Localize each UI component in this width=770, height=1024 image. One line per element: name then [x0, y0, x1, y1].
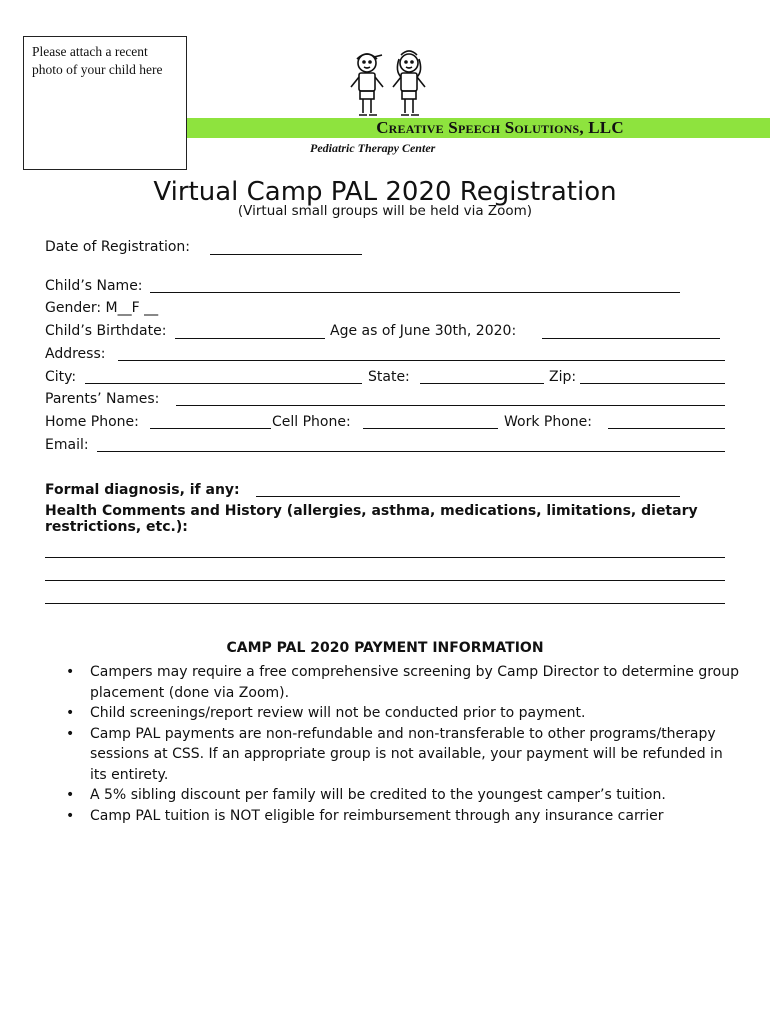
formal-diagnosis-field[interactable]	[256, 496, 680, 497]
list-item	[62, 703, 742, 724]
list-item	[62, 806, 742, 827]
work-phone-label: Work Phone:	[504, 414, 592, 430]
age-label: Age as of June 30th, 2020:	[330, 323, 517, 339]
form-title: Virtual Camp PAL 2020 Registration	[153, 177, 617, 207]
company-subtitle: Pediatric Therapy Center	[310, 141, 436, 155]
address-field[interactable]	[118, 360, 725, 361]
age-field[interactable]	[542, 338, 720, 339]
home-phone-label: Home Phone:	[45, 414, 139, 430]
list-item	[62, 724, 742, 786]
gender-label: Gender: M__F __	[45, 300, 159, 316]
formal-diagnosis-label: Formal diagnosis, if any:	[45, 482, 240, 498]
parents-names-label: Parents’ Names:	[45, 391, 160, 407]
bullet-icon: •	[66, 664, 75, 680]
zip-label: Zip:	[549, 369, 577, 385]
payment-item-text: Camp PAL tuition is NOT eligible for reimbursement through any insurance carrier	[90, 807, 664, 824]
email-field[interactable]	[97, 451, 725, 452]
health-comments-line-2[interactable]	[45, 580, 725, 581]
state-field[interactable]	[420, 383, 544, 384]
payment-item-text: Camp PAL payments are non-refundable and non-transferable to other programs/therapy sessions at CSS. If an appropriate group is not available, your payment will be refunded in its entirety.	[90, 725, 723, 783]
bullet-icon: •	[66, 705, 75, 721]
health-comments-line-1[interactable]	[45, 557, 725, 558]
payment-item-text: A 5% sibling discount per family will be credited to the youngest camper’s tuition.	[90, 787, 666, 803]
email-label: Email:	[45, 437, 89, 453]
zip-field[interactable]	[580, 383, 725, 384]
cell-phone-label: Cell Phone:	[272, 414, 351, 430]
form-subtitle: (Virtual small groups will be held via Zoom)	[237, 203, 533, 219]
childs-name-label: Child’s Name:	[45, 278, 143, 294]
city-field[interactable]	[85, 383, 362, 384]
parents-names-field[interactable]	[176, 405, 725, 406]
photo-attachment-box	[23, 36, 187, 170]
health-comments-label: Health Comments and History (allergies, asthma, medications, limitations, dietary restrictions, etc.):	[45, 503, 698, 535]
company-name: Creative Speech Solutions, LLC	[376, 118, 624, 137]
date-of-registration-label: Date of Registration:	[45, 239, 190, 255]
home-phone-field[interactable]	[150, 428, 271, 429]
address-label: Address:	[45, 346, 106, 362]
childs-name-field[interactable]	[150, 292, 680, 293]
payment-heading: CAMP PAL 2020 PAYMENT INFORMATION	[226, 640, 544, 656]
bullet-icon: •	[66, 787, 75, 803]
kids-logo-icon	[345, 45, 435, 121]
city-label: City:	[45, 369, 77, 385]
work-phone-field[interactable]	[608, 428, 725, 429]
list-item	[62, 785, 742, 806]
bullet-icon: •	[66, 807, 75, 824]
list-item	[62, 662, 742, 703]
childs-birthdate-field[interactable]	[175, 338, 325, 339]
childs-birthdate-label: Child’s Birthdate:	[45, 323, 167, 339]
health-comments-line-3[interactable]	[45, 603, 725, 604]
payment-info-list	[62, 662, 742, 826]
cell-phone-field[interactable]	[363, 428, 498, 429]
payment-item-text: Child screenings/report review will not be conducted prior to payment.	[90, 705, 586, 721]
payment-item-text: Campers may require a free comprehensive screening by Camp Director to determine group placement (done via Zoom).	[90, 664, 740, 701]
state-label: State:	[368, 369, 410, 385]
photo-box-text: Please attach a recent photo of your child here	[32, 44, 163, 77]
bullet-icon: •	[66, 725, 75, 742]
date-of-registration-field[interactable]	[210, 254, 362, 255]
